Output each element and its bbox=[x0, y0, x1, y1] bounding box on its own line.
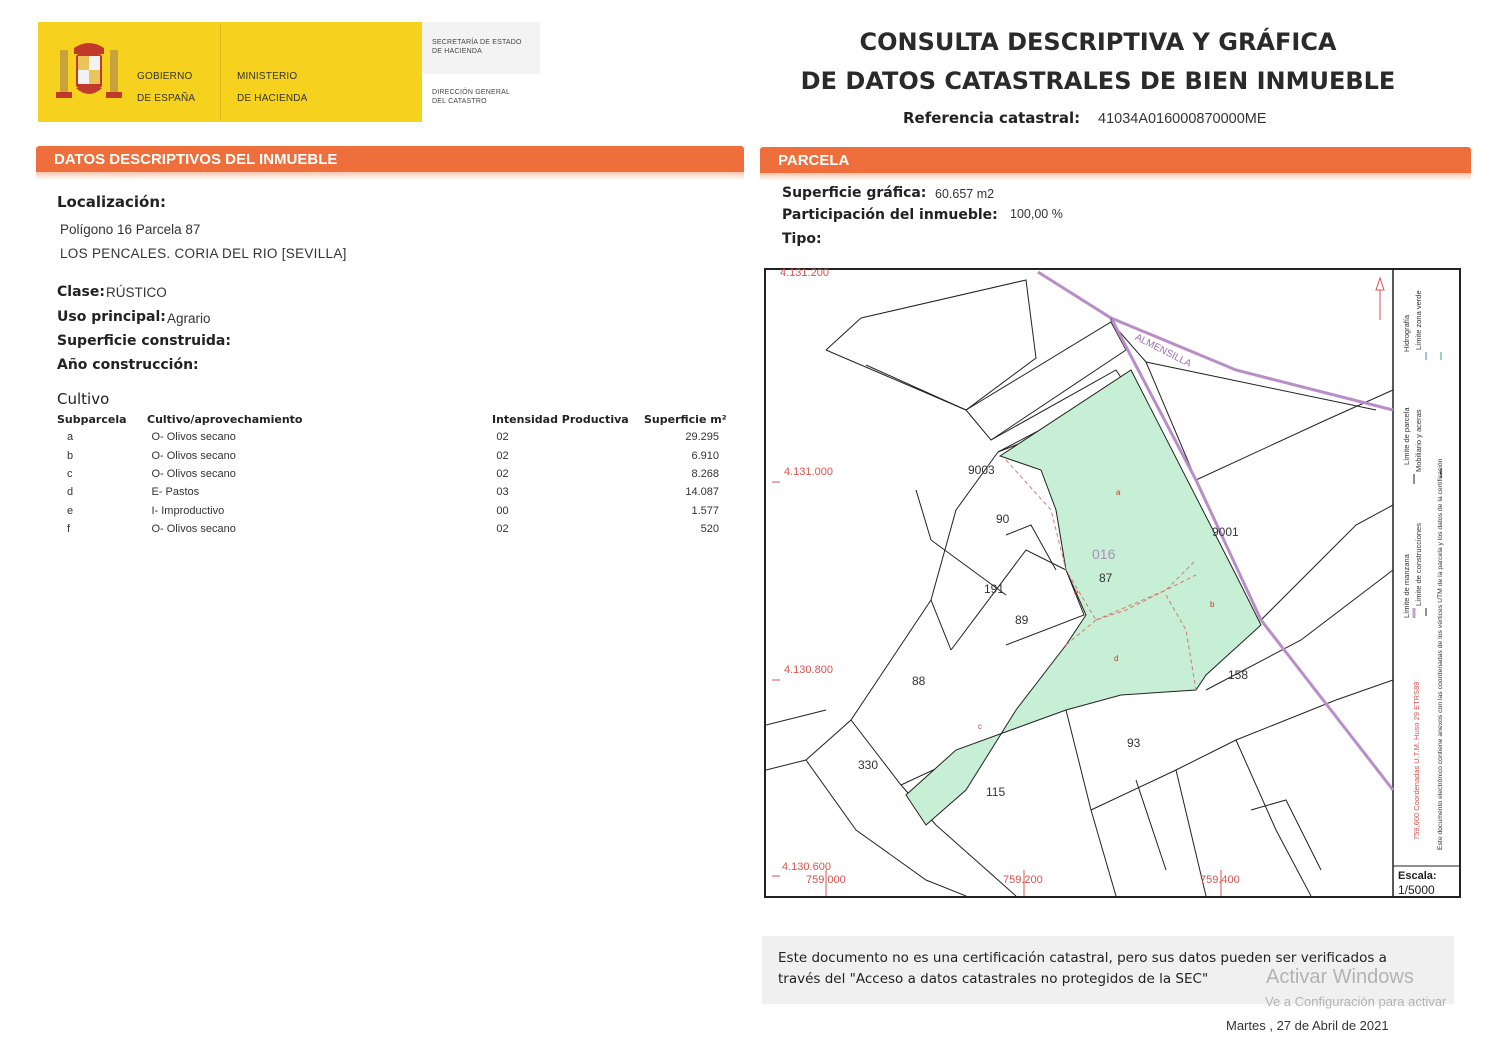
legend-limite-construcciones: Límite de construcciones bbox=[1414, 523, 1423, 606]
legend-doc-note: Este documento electrónico contiene anexos con las coordenadas de los vértices UTM de la parcela y los datos de la certificación bbox=[1437, 458, 1444, 850]
datos-descriptivos-header: DATOS DESCRIPTIVOS DEL INMUEBLE bbox=[36, 146, 744, 172]
col-superficie: Superficie m² bbox=[644, 413, 727, 426]
tipo-label: Tipo: bbox=[782, 231, 822, 247]
col-cultivo: Cultivo/aprovechamiento bbox=[147, 413, 303, 426]
clase-value: RÚSTICO bbox=[106, 285, 167, 300]
cell-intensidad: 02 bbox=[496, 449, 509, 462]
cell-sub: c bbox=[67, 467, 73, 480]
cell-sub: a bbox=[67, 431, 74, 444]
coord-x2: 759.200 bbox=[1003, 874, 1043, 886]
parcel-191-number: 191 bbox=[984, 582, 1005, 596]
clase-label: Clase: bbox=[57, 284, 105, 300]
localizacion-label: Localización: bbox=[57, 193, 167, 211]
ref-catastral-value: 41034A016000870000ME bbox=[1098, 111, 1267, 127]
cell-superficie: 1.577 bbox=[691, 504, 719, 517]
legend-limite-manzana: Límite de manzana bbox=[1402, 554, 1411, 618]
table-row bbox=[57, 483, 719, 501]
cell-sub: d bbox=[67, 486, 74, 499]
table-row bbox=[57, 446, 719, 464]
parcel-89-number: 89 bbox=[1015, 613, 1029, 627]
windows-watermark-title: Activar Windows bbox=[1266, 966, 1414, 988]
cell-superficie: 14.087 bbox=[685, 486, 719, 499]
col-subparcela: Subparcela bbox=[57, 413, 127, 426]
cultivo-table bbox=[57, 428, 719, 538]
cell-intensidad: 02 bbox=[496, 431, 509, 444]
subparcel-e-label: e bbox=[1074, 588, 1079, 597]
coord-x3: 759.400 bbox=[1200, 874, 1240, 886]
page-title-line2: DE DATOS CATASTRALES DE BIEN INMUEBLE bbox=[800, 67, 1396, 95]
ano-construccion-label: Año construcción: bbox=[57, 357, 199, 373]
table-row bbox=[57, 520, 719, 538]
ref-catastral-label: Referencia catastral: bbox=[903, 109, 1081, 127]
ministerio-label bbox=[237, 60, 308, 115]
cultivo-title: Cultivo bbox=[57, 390, 110, 408]
gobierno-line1: GOBIERNO bbox=[137, 71, 193, 82]
map-canvas bbox=[766, 270, 1459, 896]
subparcel-c-label: c bbox=[978, 722, 982, 731]
address-line2: LOS PENCALES. CORIA DEL RIO [SEVILLA] bbox=[60, 246, 347, 261]
cell-superficie: 8.268 bbox=[691, 467, 719, 480]
cell-sub: f bbox=[67, 523, 71, 536]
parcel-88-number: 88 bbox=[912, 674, 926, 688]
cell-cultivo: I- Improductivo bbox=[151, 504, 225, 517]
cell-superficie: 6.910 bbox=[691, 449, 719, 462]
cell-intensidad: 00 bbox=[496, 504, 509, 517]
legend-limite-parcela: Límite de parcela bbox=[1402, 407, 1411, 465]
coord-y2: 4.130.800 bbox=[784, 664, 833, 676]
cadastral-map bbox=[764, 268, 1461, 898]
legend-coords-note: 759,600 Coordenadas U.T.M. Huso 29 ETRS89 bbox=[1412, 681, 1421, 840]
subparcel-a-label: a bbox=[1116, 488, 1121, 497]
subparcel-b-label: b bbox=[1210, 600, 1215, 609]
cell-cultivo: O- Olivos secano bbox=[151, 431, 236, 444]
coord-x1: 759.000 bbox=[806, 874, 846, 886]
cell-intensidad: 02 bbox=[496, 467, 509, 480]
banner-divider bbox=[220, 24, 221, 120]
subparcel-d-label: d bbox=[1114, 654, 1119, 663]
cell-sub: e bbox=[67, 504, 74, 517]
parcel-93-number: 93 bbox=[1127, 736, 1141, 750]
superficie-grafica-value: 60.657 m2 bbox=[935, 187, 995, 201]
parcela-header: PARCELA bbox=[760, 147, 1471, 173]
coord-top: 4.131.200 bbox=[780, 267, 829, 279]
cell-cultivo: O- Olivos secano bbox=[151, 449, 236, 462]
cultivo-table-body bbox=[57, 428, 719, 538]
legend-hidrografia: Hidrografía bbox=[1402, 314, 1411, 352]
table-row bbox=[57, 465, 719, 483]
cell-intensidad: 02 bbox=[496, 523, 509, 536]
superficie-construida-label: Superficie construida: bbox=[57, 333, 231, 349]
poligono-number: 016 bbox=[1092, 546, 1116, 562]
parcel-158-number: 158 bbox=[1228, 668, 1249, 682]
parcel-87-number: 87 bbox=[1099, 571, 1113, 585]
direccion-label: DIRECCIÓN GENERAL DEL CATASTRO bbox=[432, 89, 511, 105]
coat-of-arms-icon bbox=[52, 36, 126, 110]
participacion-value: 100,00 % bbox=[1010, 207, 1063, 221]
legend-zona-verde: Límite zona verde bbox=[1414, 290, 1423, 350]
parcel-9003-number: 9003 bbox=[968, 463, 995, 477]
notice-line2: través del "Acceso a datos catastrales no protegidos de la SEC" bbox=[778, 971, 1209, 987]
parcel-90-number: 90 bbox=[996, 512, 1010, 526]
coord-y1: 4.131.000 bbox=[784, 466, 833, 478]
ministerio-line1: MINISTERIO bbox=[237, 71, 298, 82]
road-label: ALMENSILLA bbox=[1133, 332, 1193, 370]
parcel-87-area bbox=[906, 370, 1261, 825]
windows-watermark-sub: Ve a Configuración para activar bbox=[1265, 994, 1447, 1009]
parcel-115-number: 115 bbox=[986, 785, 1006, 799]
uso-principal-label: Uso principal: bbox=[57, 309, 166, 325]
uso-principal-value: Agrario bbox=[167, 311, 211, 326]
escala-value: 1/5000 bbox=[1398, 883, 1435, 897]
cell-superficie: 29.295 bbox=[685, 431, 719, 444]
cell-intensidad: 03 bbox=[496, 486, 509, 499]
cell-superficie: 520 bbox=[700, 523, 719, 536]
col-intensidad: Intensidad Productiva bbox=[492, 413, 629, 426]
cell-cultivo: O- Olivos secano bbox=[151, 523, 236, 536]
north-arrow-icon bbox=[1376, 278, 1384, 290]
page-title-line1: CONSULTA DESCRIPTIVA Y GRÁFICA bbox=[859, 28, 1337, 56]
table-row bbox=[57, 502, 719, 520]
cell-cultivo: O- Olivos secano bbox=[151, 467, 236, 480]
cell-cultivo: E- Pastos bbox=[151, 486, 200, 499]
legend-mobiliario: Mobiliario y aceras bbox=[1414, 409, 1423, 472]
gobierno-line2: DE ESPAÑA bbox=[137, 93, 196, 104]
parcel-330-number: 330 bbox=[858, 758, 879, 772]
coord-y3: 4.130.600 bbox=[782, 861, 831, 873]
participacion-label: Participación del inmueble: bbox=[782, 207, 998, 223]
address-line1: Polígono 16 Parcela 87 bbox=[60, 222, 201, 237]
cell-sub: b bbox=[67, 449, 74, 462]
gobierno-label bbox=[137, 60, 195, 115]
notice-line1: Este documento no es una certificación catastral, pero sus datos pueden ser verificados a bbox=[778, 950, 1387, 966]
escala-label: Escala: bbox=[1398, 870, 1437, 882]
ministerio-line2: DE HACIENDA bbox=[237, 93, 308, 104]
document-date: Martes , 27 de Abril de 2021 bbox=[1226, 1018, 1389, 1033]
parcel-9001-number: 9001 bbox=[1212, 525, 1239, 539]
secretaria-label: SECRETARÍA DE ESTADO DE HACIENDA bbox=[432, 39, 522, 55]
superficie-grafica-label: Superficie gráfica: bbox=[782, 185, 927, 201]
table-row bbox=[57, 428, 719, 446]
